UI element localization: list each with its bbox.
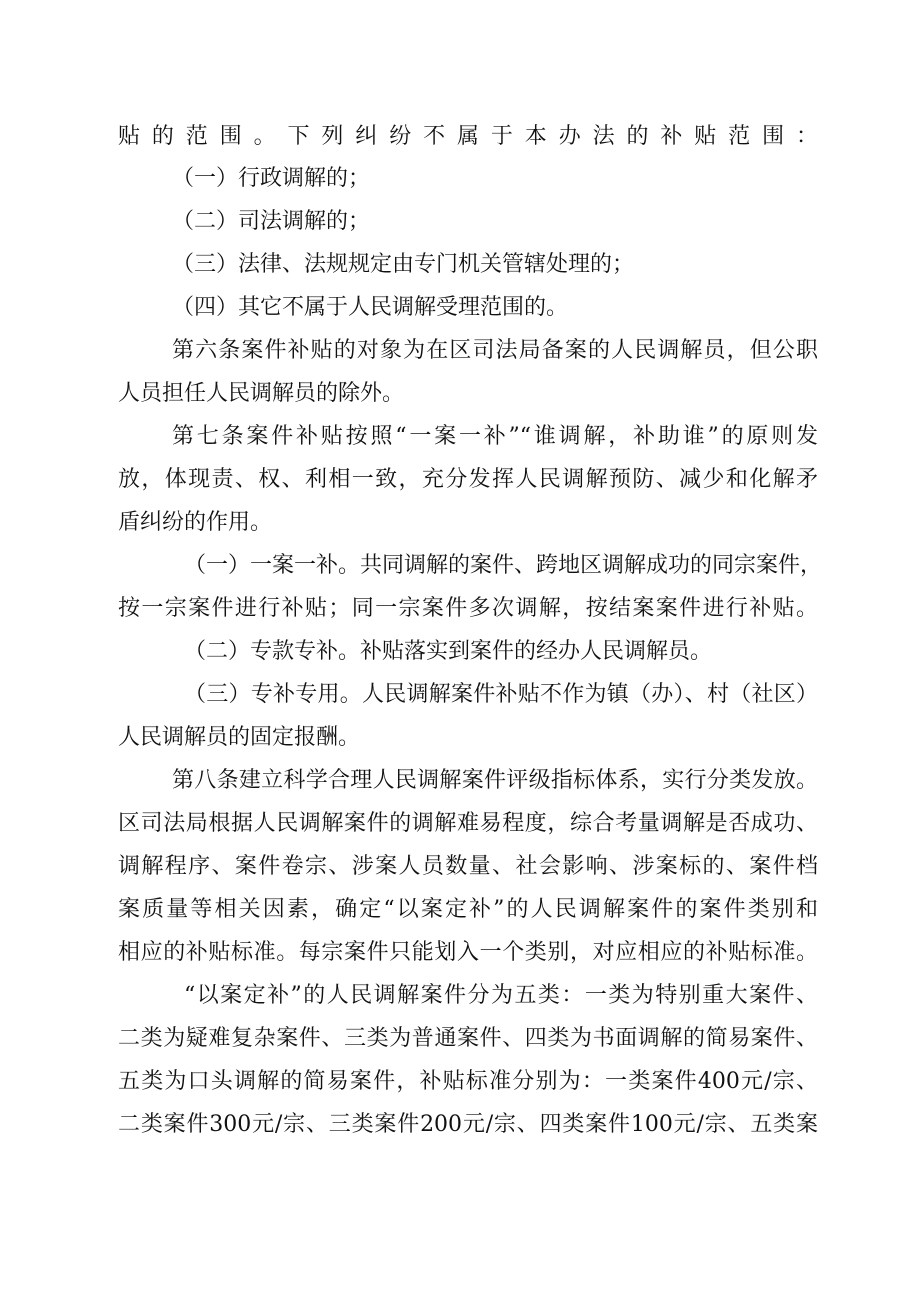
text-line: 人民调解员的固定报酬。 bbox=[118, 725, 361, 750]
text-line: （三）专补专用。人民调解案件补贴不作为镇（办）、村（社区） bbox=[184, 682, 818, 707]
text-line: 区司法局根据人民调解案件的调解难易程度，综合考量调解是否成功、 bbox=[118, 811, 818, 836]
text-line: 按一宗案件进行补贴；同一宗案件多次调解，按结案案件进行补贴。 bbox=[118, 596, 818, 621]
text-line: 贴的范围。下列纠纷不属于本办法的补贴范围： bbox=[118, 124, 818, 149]
text-line: 第八条建立科学合理人民调解案件评级指标体系，实行分类发放。 bbox=[172, 768, 818, 793]
text-line: 相应的补贴标准。每宗案件只能划入一个类别，对应相应的补贴标准。 bbox=[118, 940, 818, 965]
text-line: （四）其它不属于人民调解受理范围的。 bbox=[172, 295, 569, 320]
text-line: （二）司法调解的； bbox=[172, 209, 371, 234]
text-line: （一）行政调解的； bbox=[172, 166, 371, 191]
text-line: 案质量等相关因素，确定“以案定补”的人民调解案件的案件类别和 bbox=[118, 897, 818, 922]
text-line: 第六条案件补贴的对象为在区司法局备案的人民调解员，但公职 bbox=[172, 338, 818, 363]
text-line: 放，体现责、权、利相一致，充分发挥人民调解预防、减少和化解矛 bbox=[118, 467, 818, 492]
text-line: 盾纠纷的作用。 bbox=[118, 510, 273, 535]
text-line: 调解程序、案件卷宗、涉案人员数量、社会影响、涉案标的、案件档 bbox=[118, 854, 818, 879]
text-line: 二类案件300元/宗、三类案件200元/宗、四类案件100元/宗、五类案 bbox=[118, 1112, 818, 1137]
text-line: （一）一案一补。共同调解的案件、跨地区调解成功的同宗案件， bbox=[184, 553, 823, 578]
text-line: 人员担任人民调解员的除外。 bbox=[118, 381, 405, 406]
text-line: （三）法律、法规规定由专门机关管辖处理的； bbox=[172, 252, 635, 277]
text-line: 第七条案件补贴按照“一案一补”“谁调解，补助谁”的原则发 bbox=[172, 424, 818, 449]
text-line: “以案定补”的人民调解案件分为五类：一类为特别重大案件、 bbox=[184, 983, 818, 1008]
text-line: 二类为疑难复杂案件、三类为普通案件、四类为书面调解的简易案件、 bbox=[118, 1026, 818, 1051]
text-line: （二）专款专补。补贴落实到案件的经办人民调解员。 bbox=[184, 639, 713, 664]
text-line: 五类为口头调解的简易案件，补贴标准分别为：一类案件400元/宗、 bbox=[118, 1069, 818, 1094]
